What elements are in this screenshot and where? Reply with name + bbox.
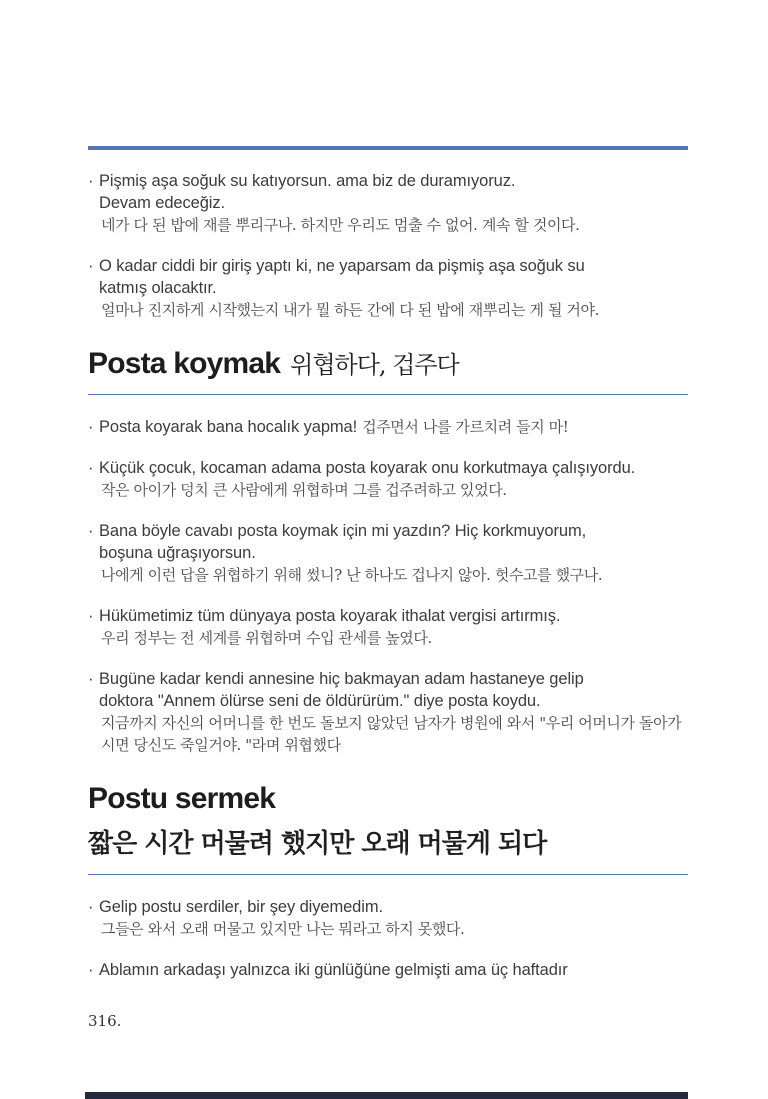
example-entry	[88, 416, 688, 438]
korean-translation: 얼마나 진지하게 시작했는지 내가 뭘 하든 간에 다 된 밥에 재뿌리는 게 될 거야.	[101, 301, 599, 319]
example-entry	[88, 170, 688, 236]
bullet-dot: ·	[88, 257, 94, 275]
turkish-sentence: Küçük çocuk, kocaman adama posta koyarak onu korkutmaya çalışıyordu.	[99, 459, 636, 477]
turkish-sentence: Pişmiş aşa soğuk su katıyorsun. ama biz de duramıyoruz. Devam edeceğiz.	[99, 172, 516, 212]
section-title	[88, 348, 688, 381]
korean-translation: 나에게 이런 답을 위협하기 위해 썼니? 난 하나도 겁나지 않아. 헛수고를 했구나.	[101, 566, 603, 584]
turkish-sentence: Ablamın arkadaşı yalnızca iki günlüğüne gelmişti ama üç haftadır	[99, 961, 568, 979]
turkish-sentence: Hükümetimiz tüm dünyaya posta koyarak ithalat vergisi artırmış.	[99, 607, 561, 625]
top-divider-rule	[88, 146, 688, 150]
section-divider-rule	[88, 874, 688, 875]
bullet-dot: ·	[88, 522, 94, 540]
example-entry	[88, 605, 688, 649]
bullet-dot: ·	[88, 961, 94, 979]
korean-translation: 우리 정부는 전 세계를 위협하며 수입 관세를 높였다.	[101, 629, 432, 647]
korean-translation: 지금까지 자신의 어머니를 한 번도 돌보지 않았던 남자가 병원에 와서 "우리 어머니가 돌아가 시면 당신도 죽일거야. "라며 위협했다	[101, 714, 682, 754]
page-content	[88, 146, 688, 1000]
korean-translation: 네가 다 된 밥에 재를 뿌리구나. 하지만 우리도 멈출 수 없어. 계속 할 것이다.	[101, 216, 580, 234]
bullet-dot: ·	[88, 607, 94, 625]
section-subtitle-korean: 짧은 시간 머물려 했지만 오래 머물게 되다	[88, 829, 547, 859]
section-entries	[88, 896, 688, 981]
turkish-sentence: O kadar ciddi bir giriş yaptı ki, ne yaparsam da pişmiş aşa soğuk su katmış olacaktır.	[99, 257, 585, 297]
korean-translation: 작은 아이가 덩치 큰 사람에게 위협하며 그를 겁주려하고 있었다.	[101, 481, 507, 499]
bullet-dot: ·	[88, 418, 94, 436]
bullet-dot: ·	[88, 172, 94, 190]
korean-translation: 겁주면서 나를 가르치려 들지 마!	[362, 418, 569, 436]
turkish-sentence: Bana böyle cavabı posta koymak için mi yazdın? Hiç korkmuyorum, boşuna uğraşıyorsun.	[99, 522, 587, 562]
section-postu-sermek	[88, 783, 688, 981]
korean-translation: 그들은 와서 오래 머물고 있지만 나는 뭐라고 하지 못했다.	[101, 920, 465, 938]
section-title	[88, 783, 688, 815]
section-title-korean: 위협하다, 겁주다	[290, 351, 459, 379]
bullet-dot: ·	[88, 670, 94, 688]
example-entry	[88, 255, 688, 321]
bullet-dot: ·	[88, 459, 94, 477]
section-posta-koymak	[88, 348, 688, 756]
turkish-sentence: Gelip postu serdiler, bir şey diyemedim.	[99, 898, 383, 916]
intro-entries	[88, 170, 688, 321]
section-title-turkish: Posta koymak	[88, 347, 281, 380]
turkish-sentence: Bugüne kadar kendi annesine hiç bakmayan adam hastaneye gelip doktora "Annem ölürse seni de öldürürüm." diye posta koydu.	[99, 670, 584, 710]
example-entry	[88, 457, 688, 501]
turkish-sentence: Posta koyarak bana hocalık yapma!	[99, 418, 358, 436]
section-divider-rule	[88, 394, 688, 395]
example-entry	[88, 896, 688, 940]
section-entries	[88, 416, 688, 756]
footer-bar	[85, 1092, 688, 1099]
page-number: 316.	[88, 1012, 122, 1030]
example-entry	[88, 668, 688, 756]
example-entry	[88, 520, 688, 586]
example-entry	[88, 959, 688, 981]
section-title-turkish: Postu sermek	[88, 782, 276, 815]
bullet-dot: ·	[88, 898, 94, 916]
